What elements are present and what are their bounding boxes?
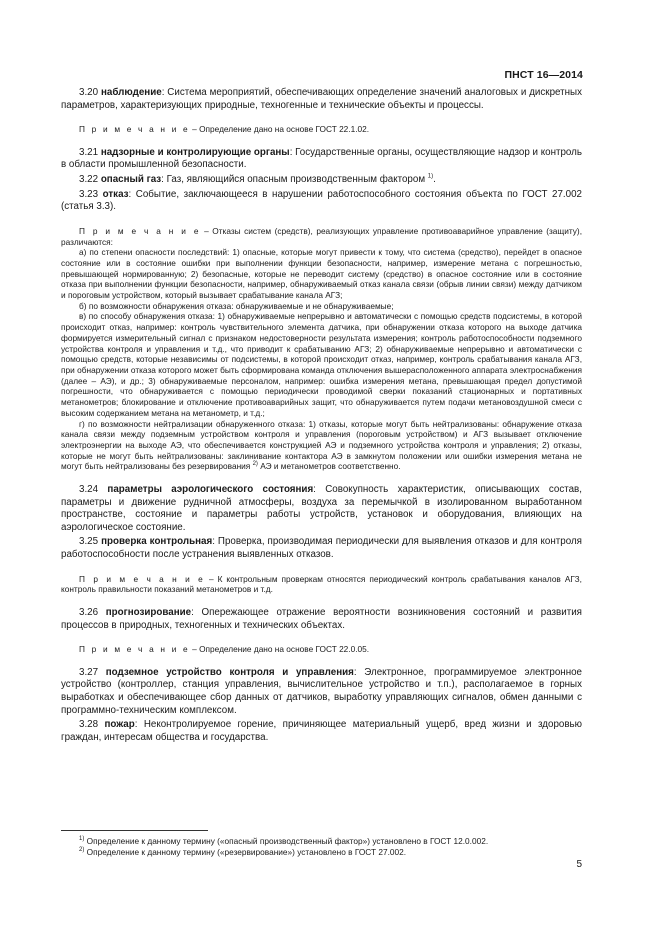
footnote-mark: 2) xyxy=(79,847,85,854)
note-text: – Отказы систем (средств), реализующих управление противоаварийное управление (защиту), различаются: xyxy=(61,225,582,247)
page-body xyxy=(61,87,582,744)
note-3-23-intro xyxy=(61,226,582,247)
note-label: П р и м е ч а н и е xyxy=(79,573,205,584)
term-definition: : Электронное, программируемое электронное устройство (контроллер, станция управления, вычислительное устройство и т.п.), располагаемое в горных выработках и обеспечивающее сбор данных от датчиков, выработку управляющих сигналов, обмен данными с программно-техническим комплексом. xyxy=(61,666,582,716)
term-name: параметры аэрологического состояния xyxy=(107,484,314,496)
term-number: 3.26 xyxy=(79,607,99,618)
note-text: – К контрольным проверкам относятся периодический контроль срабатывания каналов АГЗ, контроль правильности показаний метанометров и т.д. xyxy=(61,573,582,595)
note-item-v: в) по способу обнаружения отказа: 1) обнаруживаемые непрерывно и автоматически с помощью средств подсистемы, в которой происходит отказ, например: контроль чувствительного элемента датчика, при обнаружении отказа которого на выходе датчика формируется измерительный сигнал с признаком недостоверности результата измерения; контроль работоспособности подземного устройства контроля и управления и т.д., что приводит к срабатыванию АГЗ; 2) обнаруживаемые непрерывно и автоматически с помощью средств, которые независимы от подсистемы, в которой происходит отказ, например, контроль срабатывания канала АГЗ, при обнаружении отказа которого может быть сформирована команда отключения вышерасположенного аппарата электроснабжения (далее – АЭ), и др.; 3) обнаруживаемые персоналом, например: ошибка измерения метана, превышающая предел допустимой погрешности, что обнаруживается с помощью периодически проводимой сверки показаний стационарных и портативных метанометров; блокирование и отключение противоаварийных защит, что обнаруживается путем подачи метановоздушной смеси с высоким содержанием метана на метанометр, и т.д.; xyxy=(61,311,582,418)
term-number: 3.25 xyxy=(79,536,99,548)
footnote-mark: 1) xyxy=(79,836,85,843)
note-item-a: а) по степени опасности последствий: 1) опасные, которые могут привести к тому, что система (средство), перейдет в опасное состояние или в состояние ошибки при выполнении функции безопасности, например, измерение метана с погрешностью, превышающей нормированную; 2) безопасные, которые не переводит систему (средство) в опасное состояние или в состояние отказа при выполнении функции безопасности, например, обнаруживаемый отказ канала связи (обрыв линии связи) между датчиком и пороговым устройством, который вызывает срабатывание канала АГЗ; xyxy=(61,247,582,301)
term-name: прогнозирование xyxy=(105,607,192,618)
term-3-24 xyxy=(61,484,582,534)
term-definition: : Опережающее отражение вероятности возникновения состояний и развития процессов в природных, техногенных и технических объектах. xyxy=(61,607,582,631)
term-name: отказ xyxy=(102,188,129,200)
footnote-2 xyxy=(79,847,582,858)
note-label: П р и м е ч а н и е xyxy=(79,644,190,655)
term-definition: : Проверка, производимая периодически для выявления отказов и для контроля работоспособности после устранения выявленных отказов. xyxy=(61,536,582,560)
term-number: 3.20 xyxy=(79,87,99,98)
term-3-23 xyxy=(61,189,582,214)
footnote-1 xyxy=(79,836,582,847)
term-3-21 xyxy=(61,147,582,172)
term-3-28 xyxy=(61,719,582,744)
term-name: опасный газ xyxy=(100,174,162,186)
note-3-26 xyxy=(61,644,582,655)
note-text: – Определение дано на основе ГОСТ 22.1.02. xyxy=(189,124,370,135)
term-number: 3.24 xyxy=(79,484,99,496)
page-number: 5 xyxy=(576,859,582,870)
term-name: пожар xyxy=(104,719,135,731)
footnote-ref[interactable]: 1) xyxy=(427,173,434,180)
footnote-separator xyxy=(61,830,208,831)
term-number: 3.23 xyxy=(79,188,99,200)
note-item-b: б) по возможности обнаружения отказа: обнаруживаемые и не обнаруживаемые; xyxy=(79,300,394,311)
term-definition: : Государственные органы, осуществляющие надзор и контроль в области промышленной безопасности. xyxy=(61,146,582,171)
note-3-25 xyxy=(61,574,582,595)
term-definition: : Неконтролируемое горение, причиняющее материальный ущерб, вред жизни и здоровью граждан, интересам общества и государства. xyxy=(61,719,582,743)
footnote-text: Определение к данному термину («опасный производственный фактор») установлено в ГОСТ 12.0.002. xyxy=(84,836,489,846)
term-definition: : Газ, являющийся опасным производственным фактором xyxy=(161,174,426,186)
term-name: подземное устройство контроля и управления xyxy=(105,666,354,678)
term-3-20 xyxy=(61,87,582,112)
note-label: П р и м е ч а н и е xyxy=(79,225,201,236)
term-definition: : Совокупность характеристик, описывающих состав, параметры и движение рудничной атмосферы, воздуха за перемычкой в изолированном выработанном пространстве, состояние и параметры работы устройств, установок и оборудования, влияющих на аэрологическое состояние. xyxy=(61,484,582,533)
term-number: 3.27 xyxy=(79,666,99,678)
term-definition: : Система мероприятий, обеспечивающих определение значений аналоговых и дискретных параметров, характеризующих природные, техногенные и технические объекты и процессы. xyxy=(61,87,582,111)
note-label: П р и м е ч а н и е xyxy=(79,124,190,135)
term-3-27 xyxy=(61,667,582,717)
footnote-ref[interactable]: 2) xyxy=(252,461,258,468)
note-text: – Определение дано на основе ГОСТ 22.0.05. xyxy=(189,644,370,655)
term-name: проверка контрольная xyxy=(101,536,213,548)
document-code-header: ПНСТ 16—2014 xyxy=(504,69,583,81)
term-number: 3.22 xyxy=(79,174,99,186)
footnote-text: Определение к данному термину («резервирование») установлено в ГОСТ 27.002. xyxy=(84,847,407,857)
term-3-26 xyxy=(61,607,582,632)
note-item-g: г) по возможности нейтрализации обнаруженного отказа: 1) отказы, которые могут быть нейтрализованы: обнаружение отказа канала связи между подземным устройством контроля и управления (пороговым устройством) и АГЗ вызывает отключение электроэнергии на выходе АЭ, что обеспечивается конструкцией АЭ и подземного устройства контроля и управления; 2) отказы, которые не могут быть нейтрализованы: заклинивание контактора АЭ в замкнутом положении или ошибки измерения метана не могут быть нейтрализованы без резервирования $^{2)}$ АЭ и метанометров соответственно. xyxy=(61,418,582,472)
term-number: 3.28 xyxy=(79,719,99,731)
footnotes xyxy=(79,836,582,858)
term-3-25 xyxy=(61,536,582,561)
note-3-20 xyxy=(61,124,582,135)
term-3-22: 3.22 опасный газ: Газ, являющийся опасным производственным фактором $^{1)}$. xyxy=(79,173,436,186)
term-number: 3.21 xyxy=(79,146,99,158)
term-definition: : Событие, заключающееся в нарушении работоспособного состояния объекта по ГОСТ 27.002 (статья 3.3). xyxy=(61,188,582,213)
term-name: надзорные и контролирующие органы xyxy=(100,146,290,158)
term-name: наблюдение xyxy=(100,87,162,98)
